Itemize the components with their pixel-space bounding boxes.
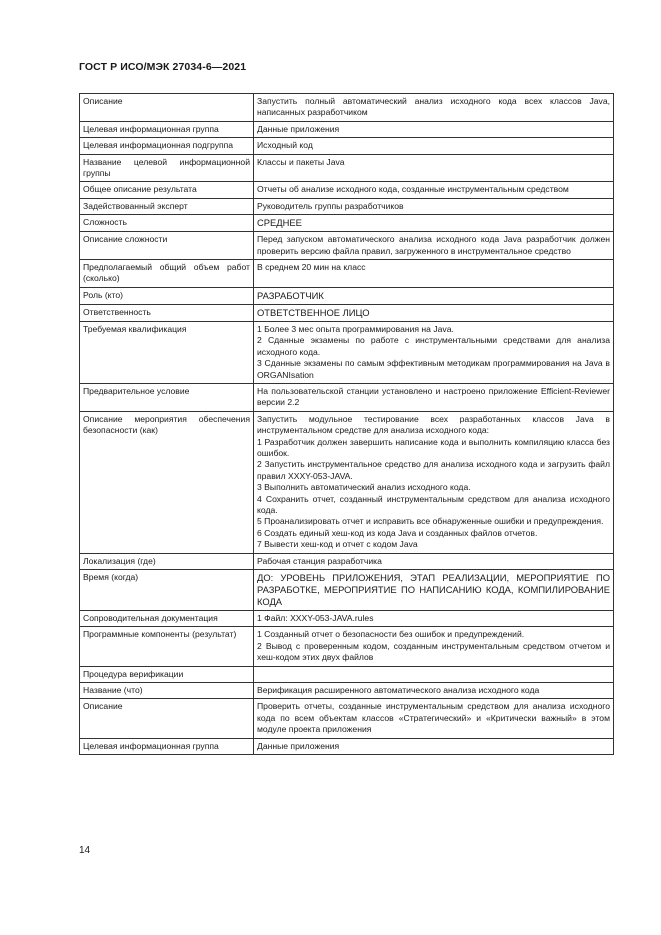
- value-line: ОТВЕТСТВЕННОЕ ЛИЦО: [257, 306, 370, 318]
- value-line: [257, 669, 610, 680]
- row-value: [254, 182, 614, 198]
- table-row: [80, 383, 614, 411]
- value-line: Проверить отчеты, созданные инструментальным средством для анализа исходного кода по всем объектам классов «Стратегический» и «Критически важный» в этом модуле проекта приложения: [257, 701, 610, 735]
- value-line: Отчеты об анализе исходного кода, созданные инструментальным средством: [257, 184, 569, 195]
- row-value: [254, 260, 614, 288]
- table-row: [80, 570, 614, 611]
- row-value: [254, 383, 614, 411]
- row-value: [254, 411, 614, 553]
- document-header: ГОСТ Р ИСО/МЭК 27034-6—2021: [79, 61, 247, 73]
- value-line: Верификация расширенного автоматического анализа исходного кода: [257, 685, 540, 696]
- row-value: [254, 553, 614, 569]
- page-number: 14: [79, 845, 91, 856]
- table-row: [80, 260, 614, 288]
- table-row: [80, 215, 614, 232]
- row-label: Локализация (где): [80, 553, 254, 569]
- row-label: Предварительное условие: [80, 383, 254, 411]
- row-value: [254, 154, 614, 182]
- table-row: [80, 683, 614, 699]
- value-line: 1 Созданный отчет о безопасности без ошибок и предупреждений.: [257, 629, 525, 640]
- table-row: [80, 154, 614, 182]
- value-line: СРЕДНЕЕ: [257, 217, 302, 229]
- row-value: [254, 215, 614, 232]
- row-label: Название (что): [80, 683, 254, 699]
- value-line: 5 Проанализировать отчет и исправить все обнаруженные ошибки и предупреждения.: [257, 516, 604, 527]
- value-line: В среднем 20 мин на класс: [257, 262, 366, 273]
- table-row: [80, 321, 614, 383]
- value-line: Исходный код: [257, 140, 313, 151]
- value-line: Запустить модульное тестирование всех разработанных классов Java в инструментальном средстве для анализа исходного кода:: [257, 413, 610, 436]
- row-label: Время (когда): [80, 570, 254, 611]
- value-line: 4 Сохранить отчет, созданный инструментальным средством для анализа исходного кода.: [257, 493, 610, 515]
- value-line: Данные приложения: [257, 740, 340, 751]
- row-value: [254, 666, 614, 682]
- row-value: [254, 198, 614, 214]
- row-value: [254, 232, 614, 260]
- table-row: [80, 411, 614, 553]
- row-label: Задействованный эксперт: [80, 198, 254, 214]
- row-label: Название целевой информационной группы: [80, 154, 254, 182]
- value-line: РАЗРАБОТЧИК: [257, 289, 324, 301]
- row-label: Описание сложности: [80, 232, 254, 260]
- row-label: Описание: [80, 699, 254, 738]
- row-label: Требуемая квалификация: [80, 321, 254, 383]
- table-row: [80, 611, 614, 627]
- row-label: Целевая информационная группа: [80, 121, 254, 137]
- value-line: 1 Файл: XXXY-053-JAVA.rules: [257, 613, 374, 623]
- table-row: [80, 138, 614, 154]
- value-line: 2 Запустить инструментальное средство для анализа исходного кода и загрузить файл правил XXXY-053-JAVA.: [257, 459, 610, 481]
- table-row: [80, 198, 614, 214]
- row-value: [254, 683, 614, 699]
- row-label: Ответственность: [80, 304, 254, 321]
- value-line: 2 Сданные экзамены по работе с инструментальными средствами для анализа исходного кода.: [257, 335, 610, 357]
- value-line: 2 Вывод с проверенным кодом, созданным инструментальным средством отчетом и хеш-кодом этих двух файлов: [257, 640, 610, 663]
- table-row: [80, 304, 614, 321]
- row-value: [254, 570, 614, 611]
- table-row: [80, 182, 614, 198]
- value-line: 3 Выполнить автоматический анализ исходного кода.: [257, 482, 471, 493]
- table-row: [80, 287, 614, 304]
- table-row: [80, 738, 614, 754]
- row-label: Описание: [80, 94, 254, 122]
- row-label: Целевая информационная подгруппа: [80, 138, 254, 154]
- row-label: Описание мероприятия обеспечения безопасности (как): [80, 411, 254, 553]
- specification-table: [79, 93, 614, 755]
- value-line: Перед запуском автоматического анализа исходного кода Java разработчик должен проверить версию файла правил, загруженного в инструментальное средство: [257, 234, 610, 256]
- value-line: 1 Разработчик должен завершить написание кода и выполнить компиляцию класса без ошибок.: [257, 436, 610, 458]
- row-label: Общее описание результата: [80, 182, 254, 198]
- row-value: [254, 699, 614, 738]
- table-row: [80, 627, 614, 666]
- row-value: [254, 138, 614, 154]
- row-value: [254, 738, 614, 754]
- row-value: [254, 304, 614, 321]
- table-row: [80, 94, 614, 122]
- value-line: 6 Создать единый хеш-код из кода Java и созданных файлов отчетов.: [257, 527, 538, 538]
- value-line: ДО: УРОВЕНЬ ПРИЛОЖЕНИЯ, ЭТАП РЕАЛИЗАЦИИ, МЕРОПРИЯТИЕ ПО РАЗРАБОТКЕ, МЕРОПРИЯТИЕ ПО НАПИСАНИЮ КОДА, КОМПИЛИРОВАНИЕ КОДА: [257, 572, 610, 607]
- table-row: [80, 666, 614, 682]
- table-row: [80, 121, 614, 137]
- value-line: 1 Более 3 мес опыта программирования на Java.: [257, 323, 454, 334]
- row-value: [254, 94, 614, 122]
- value-line: Запустить полный автоматический анализ исходного кода всех классов Java, написанных разработчиком: [257, 96, 610, 118]
- row-value: [254, 611, 614, 627]
- row-value: [254, 321, 614, 383]
- value-line: 7 Вывести хеш-код и отчет с кодом Java: [257, 539, 418, 550]
- row-label: Процедура верификации: [80, 666, 254, 682]
- row-label: Роль (кто): [80, 287, 254, 304]
- row-label: Сложность: [80, 215, 254, 232]
- value-line: Данные приложения: [257, 123, 340, 134]
- value-line: Классы и пакеты Java: [257, 156, 345, 167]
- table-row: [80, 699, 614, 738]
- row-label: Целевая информационная группа: [80, 738, 254, 754]
- table-row: [80, 553, 614, 569]
- row-value: [254, 121, 614, 137]
- row-value: [254, 627, 614, 666]
- row-label: Программные компоненты (результат): [80, 627, 254, 666]
- value-line: Рабочая станция разработчика: [257, 555, 382, 566]
- table-row: [80, 232, 614, 260]
- row-label: Предполагаемый общий объем работ (сколько): [80, 260, 254, 288]
- value-line: 3 Сданные экзамены по самым эффективным методикам программирования на Java в ORGANIsation: [257, 358, 610, 380]
- row-label: Сопроводительная документация: [80, 611, 254, 627]
- value-line: Руководитель группы разработчиков: [257, 200, 404, 211]
- value-line: На пользовательской станции установлено и настроено приложение Efficient-Reviewer версии 2.2: [257, 385, 610, 408]
- row-value: [254, 287, 614, 304]
